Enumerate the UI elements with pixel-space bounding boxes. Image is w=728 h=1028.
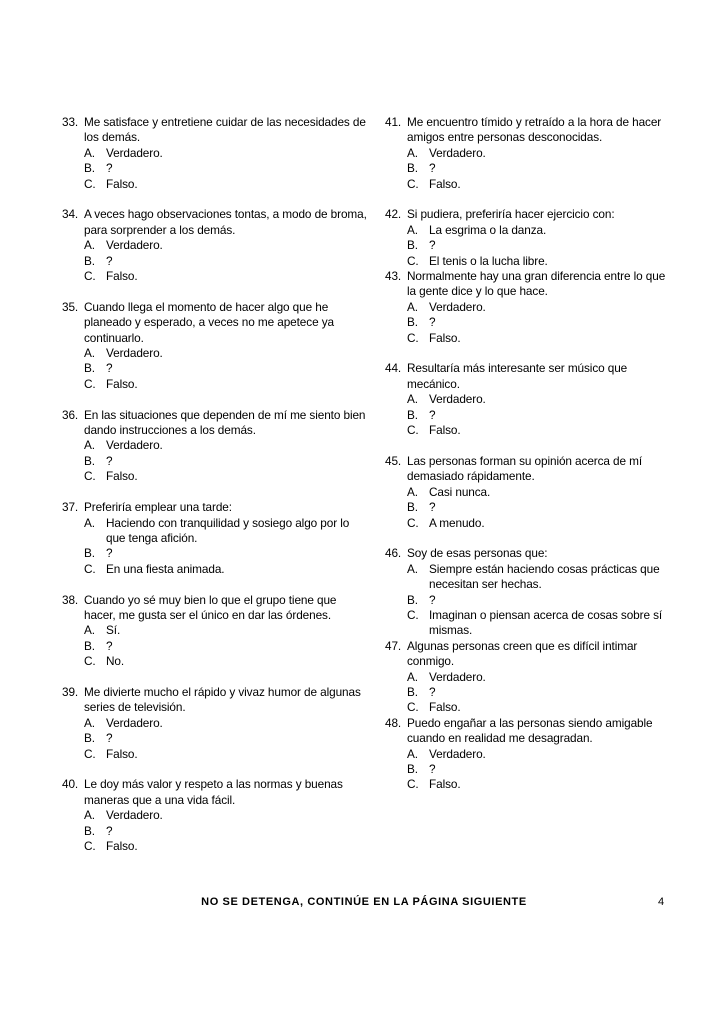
options [62, 346, 367, 392]
option-a[interactable] [84, 623, 367, 638]
option-letter: A. [407, 746, 418, 761]
option-text: Verdadero. [429, 746, 486, 761]
options [385, 392, 675, 438]
option-c[interactable] [84, 839, 367, 854]
option-c[interactable] [84, 177, 367, 192]
option-text: Falso. [106, 376, 138, 391]
option-b[interactable] [407, 593, 675, 608]
question-number: 42. [385, 207, 402, 222]
option-letter: C. [407, 515, 419, 530]
option-a[interactable] [407, 392, 675, 407]
options [62, 146, 367, 192]
option-text: Sí. [106, 623, 121, 638]
option-text: Verdadero. [429, 145, 486, 160]
option-letter: A. [407, 222, 418, 237]
option-b[interactable] [84, 161, 367, 176]
question [385, 546, 675, 561]
option-letter: C. [84, 176, 96, 191]
option-text: Verdadero. [106, 808, 163, 823]
option-letter: C. [84, 838, 96, 853]
options [385, 747, 675, 793]
option-b[interactable] [84, 254, 367, 269]
question [385, 639, 675, 670]
option-text: ? [106, 638, 113, 653]
option-letter: A. [84, 623, 95, 638]
option-letter: B. [407, 592, 418, 607]
question [62, 207, 367, 238]
option-c[interactable] [84, 269, 367, 284]
question-number: 44. [385, 361, 402, 376]
option-text: ? [429, 407, 436, 422]
option-c[interactable] [407, 331, 675, 346]
option-text: El tenis o la lucha libre. [429, 253, 548, 268]
options [385, 300, 675, 346]
option-text: Verdadero. [106, 145, 163, 160]
option-letter: A. [84, 145, 95, 160]
option-text: A menudo. [429, 515, 485, 530]
option-letter: B. [84, 546, 95, 561]
options [62, 716, 367, 762]
question-text: Algunas personas creen que es difícil intimar conmigo. [407, 638, 638, 669]
left-question-column [62, 115, 367, 854]
option-letter: B. [407, 684, 418, 699]
question-text: A veces hago observaciones tontas, a modo de broma, para sorprender a los demás. [84, 207, 367, 237]
option-letter: A. [407, 145, 418, 160]
question-text: Puedo engañar a las personas siendo amigable cuando en realidad me desagradan. [407, 715, 653, 746]
option-letter: A. [84, 438, 95, 453]
option-letter: C. [407, 777, 419, 792]
question [62, 777, 367, 808]
option-text: ? [429, 592, 436, 607]
option-text: Falso. [429, 700, 461, 715]
option-letter: B. [84, 161, 95, 176]
option-a[interactable] [84, 146, 367, 161]
option-text: Falso. [106, 176, 138, 191]
option-c[interactable] [407, 177, 675, 192]
question-text: En las situaciones que dependen de mí me siento bien dando instrucciones a los demás. [84, 407, 366, 438]
question [62, 500, 367, 515]
question [385, 115, 675, 146]
question [62, 685, 367, 716]
option-letter: C. [84, 269, 96, 284]
option-text: No. [106, 654, 125, 669]
option-c[interactable] [407, 423, 675, 438]
question-number: 36. [62, 407, 79, 422]
continue-notice: NO SE DETENGA, CONTINÚE EN LA PÁGINA SIGUIENTE [201, 896, 527, 908]
question-number: 40. [62, 777, 79, 792]
option-text: Falso. [429, 423, 461, 438]
option-text: ? [429, 500, 436, 515]
option-letter: C. [407, 253, 419, 268]
option-text: Casi nunca. [429, 484, 491, 499]
option-b[interactable] [84, 731, 367, 746]
option-letter: B. [84, 823, 95, 838]
option-c[interactable] [407, 777, 675, 792]
option-b[interactable] [84, 824, 367, 839]
option-letter: B. [84, 453, 95, 468]
question-text: Me divierte mucho el rápido y vivaz humor de algunas series de televisión. [84, 684, 361, 715]
question-text: Si pudiera, preferiría hacer ejercicio con: [407, 207, 615, 222]
options [62, 238, 367, 284]
option-text: ? [106, 161, 113, 176]
option-text: ? [106, 453, 113, 468]
option-b[interactable] [407, 500, 675, 515]
option-letter: A. [84, 715, 95, 730]
option-letter: C. [407, 423, 419, 438]
option-text: ? [106, 546, 113, 561]
option-a[interactable] [84, 716, 367, 731]
option-text: ? [106, 253, 113, 268]
option-letter: A. [84, 346, 95, 361]
question-number: 33. [62, 115, 79, 129]
option-letter: C. [407, 330, 419, 345]
option-text: ? [429, 762, 436, 776]
option-letter: B. [407, 407, 418, 422]
question-number: 34. [62, 207, 79, 222]
option-text: Imaginan o piensan acerca de cosas sobre sí mismas. [429, 607, 663, 638]
option-letter: C. [84, 746, 96, 761]
option-a[interactable] [407, 562, 675, 593]
option-text: Verdadero. [429, 669, 486, 684]
option-letter: C. [84, 561, 96, 576]
option-letter: B. [407, 238, 418, 253]
option-letter: A. [407, 669, 418, 684]
option-text: Falso. [429, 777, 461, 792]
question-number: 47. [385, 638, 402, 653]
options [385, 670, 675, 716]
option-a[interactable] [84, 516, 367, 547]
option-b[interactable] [407, 408, 675, 423]
question-text: Las personas forman su opinión acerca de mí demasiado rápidamente. [407, 453, 643, 484]
option-letter: C. [407, 176, 419, 191]
option-c[interactable] [407, 608, 675, 639]
option-text: La esgrima o la danza. [429, 222, 547, 237]
option-text: Falso. [106, 269, 138, 284]
option-b[interactable] [84, 546, 367, 561]
question [62, 115, 367, 146]
option-letter: B. [84, 638, 95, 653]
question [62, 593, 367, 624]
question-number: 38. [62, 592, 79, 607]
option-letter: B. [407, 500, 418, 515]
option-a[interactable] [84, 808, 367, 823]
option-text: ? [106, 823, 113, 838]
option-text: Verdadero. [106, 238, 163, 253]
option-a[interactable] [407, 670, 675, 685]
options [385, 146, 675, 192]
options [62, 516, 367, 578]
option-text: Verdadero. [429, 392, 486, 407]
option-b[interactable] [407, 161, 675, 176]
option-letter: A. [84, 515, 95, 530]
option-text: Falso. [429, 330, 461, 345]
question-text: Resultaría más interesante ser músico que mecánico. [407, 361, 628, 391]
option-b[interactable] [407, 762, 675, 777]
option-text: ? [429, 238, 436, 253]
option-letter: C. [84, 469, 96, 484]
option-letter: B. [407, 315, 418, 330]
option-c[interactable] [84, 654, 367, 669]
option-b[interactable] [84, 361, 367, 376]
option-a[interactable] [407, 146, 675, 161]
option-text: Haciendo con tranquilidad y sosiego algo por lo que tenga afición. [106, 515, 350, 545]
option-text: Falso. [106, 838, 138, 853]
options [62, 623, 367, 669]
option-c[interactable] [84, 562, 367, 577]
question [385, 207, 675, 222]
option-letter: B. [84, 253, 95, 268]
question-number: 48. [385, 715, 402, 730]
options [385, 485, 675, 531]
question-number: 35. [62, 299, 79, 314]
option-b[interactable] [407, 315, 675, 330]
option-b[interactable] [84, 454, 367, 469]
question-number: 39. [62, 684, 79, 699]
option-text: Siempre están haciendo cosas prácticas que necesitan ser hechas. [429, 561, 660, 592]
options [385, 562, 675, 639]
question-number: 46. [385, 546, 402, 561]
page-number: 4 [658, 896, 665, 908]
right-question-column [385, 115, 675, 793]
question-text: Me satisface y entretiene cuidar de las necesidades de los demás. [84, 115, 366, 145]
question-text: Soy de esas personas que: [407, 546, 548, 561]
question-text: Preferiría emplear una tarde: [84, 500, 232, 515]
option-a[interactable] [407, 747, 675, 762]
question [385, 454, 675, 485]
option-a[interactable] [407, 485, 675, 500]
question-number: 43. [385, 269, 402, 284]
question-text: Me encuentro tímido y retraído a la hora de hacer amigos entre personas desconocidas. [407, 115, 662, 145]
question-text: Cuando yo sé muy bien lo que el grupo tiene que hacer, me gusta ser el único en dar las órdenes. [84, 592, 337, 622]
option-b[interactable] [84, 639, 367, 654]
question-text: Cuando llega el momento de hacer algo que he planeado y esperado, a veces no me apetece ya continuarlo. [84, 299, 334, 345]
option-c[interactable] [84, 377, 367, 392]
option-letter: C. [407, 607, 419, 622]
question [385, 716, 675, 747]
option-b[interactable] [407, 238, 675, 253]
option-text: ? [429, 161, 436, 176]
question [385, 361, 675, 392]
option-letter: B. [84, 361, 95, 376]
option-letter: A. [84, 808, 95, 823]
question-number: 45. [385, 453, 402, 468]
option-text: Falso. [106, 746, 138, 761]
option-text: ? [106, 361, 113, 376]
options [385, 223, 675, 269]
option-letter: A. [407, 299, 418, 314]
option-c[interactable] [84, 747, 367, 762]
question-number: 41. [385, 115, 402, 129]
option-letter: A. [407, 484, 418, 499]
option-text: ? [429, 684, 436, 699]
option-a[interactable] [84, 438, 367, 453]
question-text: Normalmente hay una gran diferencia entre lo que la gente dice y lo que hace. [407, 269, 666, 299]
option-text: Verdadero. [106, 346, 163, 361]
option-b[interactable] [407, 685, 675, 700]
question [62, 300, 367, 346]
option-text: Falso. [429, 176, 461, 191]
option-text: ? [429, 315, 436, 330]
option-letter: B. [84, 731, 95, 746]
option-c[interactable] [407, 516, 675, 531]
option-c[interactable] [407, 700, 675, 715]
option-text: ? [106, 731, 113, 746]
option-text: Verdadero. [429, 299, 486, 314]
option-letter: C. [84, 654, 96, 669]
option-text: En una fiesta animada. [106, 561, 225, 576]
option-letter: A. [407, 392, 418, 407]
options [62, 808, 367, 854]
option-text: Verdadero. [106, 715, 163, 730]
option-c[interactable] [84, 469, 367, 484]
question-number: 37. [62, 500, 79, 515]
option-a[interactable] [84, 346, 367, 361]
question [385, 269, 675, 300]
option-text: Verdadero. [106, 438, 163, 453]
option-letter: C. [84, 376, 96, 391]
option-a[interactable] [407, 223, 675, 238]
option-letter: B. [407, 762, 418, 776]
option-letter: A. [84, 238, 95, 253]
question-text: Le doy más valor y respeto a las normas y buenas maneras que a una vida fácil. [84, 777, 343, 807]
option-a[interactable] [407, 300, 675, 315]
option-a[interactable] [84, 238, 367, 253]
options [62, 438, 367, 484]
question [62, 408, 367, 439]
option-letter: C. [407, 700, 419, 715]
option-c[interactable] [407, 254, 675, 269]
option-letter: A. [407, 561, 418, 576]
option-text: Falso. [106, 469, 138, 484]
option-letter: B. [407, 161, 418, 176]
